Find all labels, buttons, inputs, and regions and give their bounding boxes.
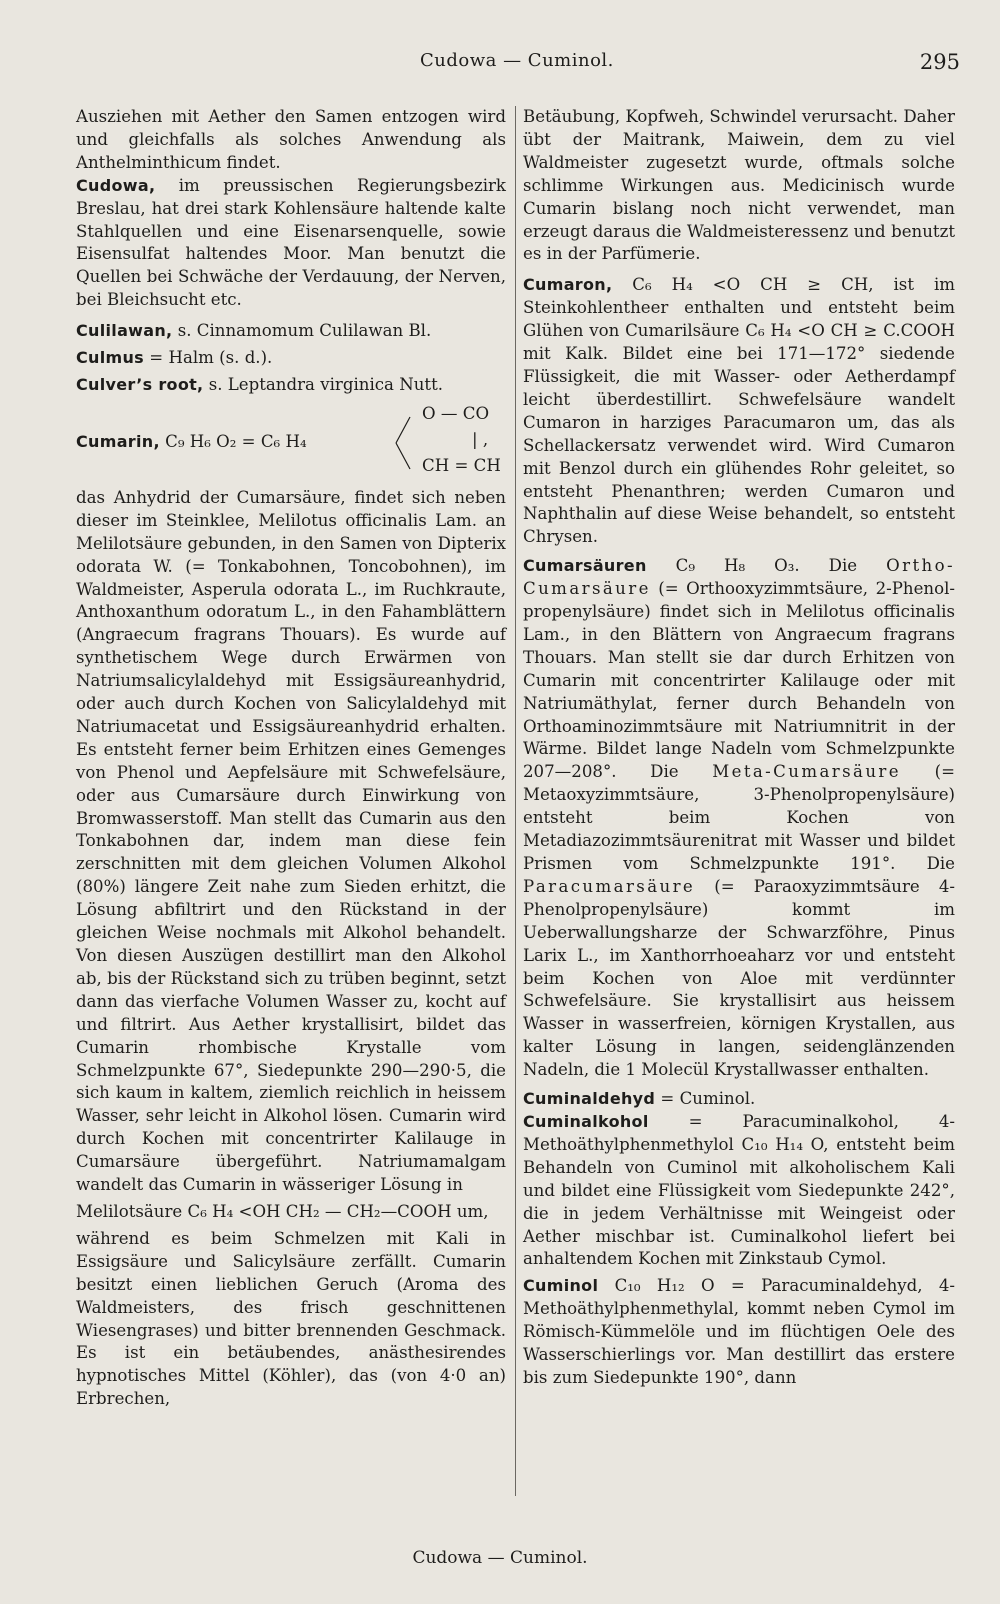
entry-text-cumarin-cont: während es beim Schmelzen mit Kali in Essigsäure und Salicylsäure zerfällt. Cumarin besitzt einen lieblichen Geruch (Aroma des Waldmeisters, des frisch geschnittenen Wiesengrases) und bitter brennenden Geschmack. Es ist ein betäubendes, anästhesirendes hypnotisches Mittel (Köhler), das (von 4·0 an) Erbrechen, — [76, 1228, 506, 1409]
term-para: Paracumarsäure — [523, 876, 696, 896]
entry-cumaron — [523, 274, 955, 549]
cumarin-sum-formula: C₉ H₆ O₂ = C₆ H₄ — [159, 431, 307, 451]
entry-text-cumars-1: C₉ H₈ O₃. Die — [646, 556, 887, 576]
entry-cumarsaeuren — [523, 555, 955, 1082]
entry-continuation-right: Betäubung, Kopfweh, Schwindel verursacht. Daher übt der Maitrank, Maiwein, dem zu viel Waldmeister zugesetzt wurde, oftmals solche schlimme Wirkungen aus. Medicinisch wurde Cumarin bislang noch nicht verwendet, man erzeugt daraus die Waldmeisteressenz und benutzt es in der Parfümerie. — [523, 107, 955, 264]
entry-text-cuminaldehyd: = Cuminol. — [655, 1089, 756, 1109]
entry-culver — [76, 374, 506, 397]
entry-text-cumars-4: (= Paraoxyzimmtsäure 4-Phenolpropenylsäure) kommt im Ueberwallungsharze der Schwarzföhre, Pinus Larix L., im Xanthorrhoeaharz vor und entsteht beim Kochen von Aloe mit verdünnter Schwefelsäure. Sie krystallisirt aus heissem Wasser in wasserfreien, körnigen Krystallen, aus kalter Lösung in langen, seidenglänzenden Nadeln, die 1 Molecül Krystallwasser enthalten. — [523, 876, 955, 1080]
headword-cumaron: Cumaron, — [523, 275, 613, 295]
entry-cuminaldehyd — [523, 1088, 955, 1111]
entry-text-cumaron: C₆ H₄ <O CH ≥ CH, ist im Steinkohlentheer enthalten und entsteht beim Glühen von Cumarilsäure C₆ H₄ <O CH ≥ C.COOH mit Kalk. Bildet eine bei 171—172° siedende Flüssigkeit, die mit Wasser- oder Aetherdampf leicht überdestillirt. Schwefelsäure wandelt Cumaron in harziges Paracumaron um, das als Schellackersatz verwendet wird. Wird Cumaron mit Benzol durch ein glühendes Rohr geleitet, so entsteht Phenanthren; werden Cumaron und Naphthalin auf diese Weise behandelt, so entsteht Chrysen. — [523, 275, 955, 547]
right-column — [523, 106, 955, 1390]
ring-top: O — CO — [422, 403, 490, 423]
melilot-formula: Melilotsäure C₆ H₄ <OH CH₂ — CH₂—COOH um, — [76, 1201, 489, 1221]
headword-culmus: Culmus — [76, 348, 145, 368]
entry-text-cumarin: das Anhydrid der Cumarsäure, findet sich neben dieser im Steinklee, Melilotus officinalis Lam. an Melilotsäure gebunden, in den Samen von Dipterix odorata W. (= Tonkabohnen, Toncobohnen), im Waldmeister, Asperula odorata L., im Ruchkraute, Anthoxanthum odoratum L., in den Fahamblättern (Angraecum fragrans Thouars). Es wurde auf synthetischem Wege durch Erwärmen von Natriumsalicylaldehyd mit Essigsäureanhydrid, oder auch durch Kochen von Salicylaldehyd mit Natriumacetat und Essigsäureanhydrid erhalten. Es entsteht ferner beim Erhitzen eines Gemenges von Phenol und Aepfelsäure mit Schwefelsäure, oder aus Cumarsäure durch Einwirkung von Bromwasserstoff. Man stellt das Cumarin aus den Tonkabohnen dar, indem man diese fein zerschnitten mit dem gleichen Volumen Alkohol (80%) längere Zeit nahe zum Sieden erhitzt, die Lösung abfiltrirt und den Rückstand in der gleichen Weise nochmals mit Alkohol behandelt. Von diesen Auszügen destillirt man den Alkohol ab, bis der Rückstand sich zu trüben beginnt, setzt dann das vierfache Volumen Wasser zu, kocht auf und filtrirt. Aus Aether krystallisirt, bildet das Cumarin rhombische Krystalle vom Schmelzpunkte 67°, Siedepunkte 290—290·5, die sich kaum in kaltem, ziemlich reichlich in heissem Wasser, sehr leicht in Alkohol lösen. Cumarin wird durch Kochen mit concentrirter Kalilauge in Cumarsäure übergeführt. Natriumamalgam wandelt das Cumarin in wässeriger Lösung in — [76, 487, 506, 1195]
headword-cuminalkohol: Cuminalkohol — [523, 1111, 649, 1131]
headword-cuminol: Cuminol — [523, 1276, 599, 1296]
headword-cumarin: Cumarin, — [76, 431, 160, 451]
page-number: 295 — [919, 50, 960, 74]
entry-continuation: Ausziehen mit Aether den Samen entzogen wird und gleichfalls als solches Anwendung als Anthelminthicum findet. — [76, 107, 506, 172]
term-meta: Meta-Cumarsäure — [712, 762, 901, 782]
entry-text-cumars-3: (= Metaoxyzimmtsäure, 3-Phenolpropenylsäure) entsteht beim Kochen von Metadiazozimmtsäurenitrat mit Wasser und bildet Prismen vom Schmelzpunkte 191°. Die — [523, 762, 955, 873]
entry-text-culilawan: s. Cinnamomum Culilawan Bl. — [172, 321, 432, 341]
page-footer: Cudowa — Cuminol. — [412, 1548, 588, 1568]
headword-culilawan: Culilawan, — [76, 321, 173, 341]
entry-text-cumars-2: (= Orthooxyzimmtsäure, 2-Phenol-propenylsäure) findet sich in Melilotus officinalis Lam., in den Blättern von Angraecum fragrans Thouars. Man stellt sie dar durch Erhitzen von Cumarin mit concentrirter Kalilauge oder mit Natriumäthylat, ferner durch Behandeln von Orthoaminozimmtsäure mit Natriumnitrit in der Wärme. Bildet lange Nadeln vom Schmelzpunkte 207—208°. Die — [523, 579, 955, 782]
entry-cuminol — [523, 1275, 955, 1390]
ring-bot: CH = CH — [422, 455, 501, 475]
entry-text-culver: s. Leptandra virginica Nutt. — [203, 374, 444, 394]
page-header — [0, 50, 1000, 80]
headword-cumarsaeuren: Cumarsäuren — [523, 556, 647, 576]
entry-culmus — [76, 347, 506, 370]
term-ortho: Ortho-Cumarsäure — [523, 556, 955, 599]
entry-cuminalkohol — [523, 1111, 955, 1271]
cumarin-formula — [76, 401, 506, 481]
headword-culver: Culver’s root, — [76, 374, 204, 394]
entry-cudowa — [76, 175, 506, 312]
entry-text-cudowa: im preussischen Regierungsbezirk Breslau, hat drei stark Kohlensäure haltende kalte Stahlquellen und eine Eisenarsenquelle, sowie Eisensulfat haltendes Moor. Man benutzt die Quellen bei Schwäche der Verdauung, der Nerven, bei Bleichsucht etc. — [76, 175, 506, 310]
headword-cuminaldehyd: Cuminaldehyd — [523, 1089, 656, 1109]
headword-cudowa: Cudowa, — [76, 175, 156, 195]
entry-text-cuminol: C₁₀ H₁₂ O = Paracuminaldehyd, 4-Methoäthylphenmethylal, kommt neben Cymol im Römisch-Kümmelöle und im flüchtigen Oele des Wasserschierlings vor. Man destillirt das erstere bis zum Siedepunkte 190°, dann — [523, 1276, 955, 1387]
column-divider — [515, 106, 516, 1496]
left-column — [76, 106, 506, 1411]
entry-text-culmus: = Halm (s. d.). — [144, 348, 273, 368]
running-title: Cudowa — Cuminol. — [420, 50, 614, 71]
entry-culilawan — [76, 320, 506, 343]
cumarin-headline — [76, 431, 307, 454]
ring-mid: | , — [472, 429, 489, 449]
entry-text-cuminalkohol: = Paracuminalkohol, 4-Methoäthylphenmethylol C₁₀ H₁₄ O, entsteht beim Behandeln von Cuminol mit alkoholischem Kali und bildet eine Flüssigkeit vom Siedepunkte 242°, die in jedem Verhältnisse mit Weingeist oder Aether mischbar ist. Cuminalkohol liefert bei anhaltendem Kochen mit Zinkstaub Cymol. — [523, 1111, 955, 1269]
